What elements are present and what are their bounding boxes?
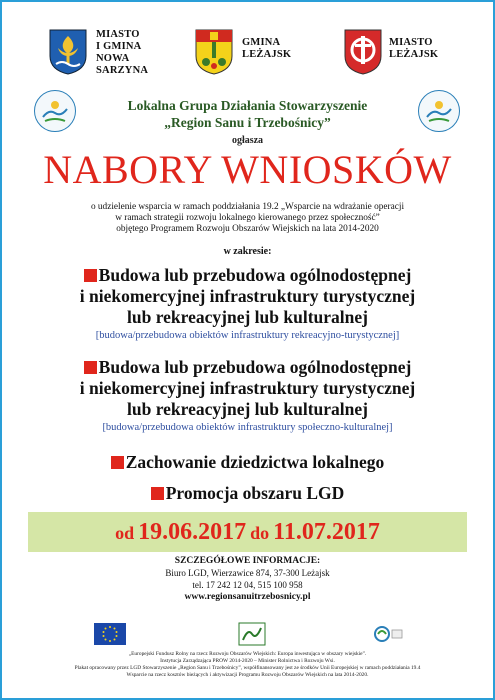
list-item: Zachowanie dziedzictwa lokalnego — [2, 452, 493, 473]
org-name-line1: Lokalna Grupa Działania Stowarzyszenie — [127, 98, 368, 113]
bullet-square-icon — [84, 361, 97, 374]
list-item: Budowa lub przebudowa ogólnodostępnej i niekomercyjnej infrastruktury turystycznej lub rekreacyjnej lub kulturalnej — [79, 357, 416, 419]
gmina-lezajsk-crest-icon — [194, 28, 234, 76]
description: o udzielenie wsparcia w ramach poddziałania 19.2 „Wsparcie na wdrażanie operacji w ramach strategii rozwoju lokalnego kierowanego przez społeczność” objętego Programem Rozwoju Obszarów Wiejskich na lata 2014-2020 — [90, 202, 405, 234]
miasto-lezajsk-crest-icon — [343, 28, 383, 76]
bullet-square-icon — [84, 269, 97, 282]
list-item-subtext: [budowa/przebudowa obiektów infrastruktury rekreacyjno-turystycznej] — [95, 330, 400, 341]
crest-label-gmina-lezajsk: GMINA LEŻAJSK — [242, 37, 292, 60]
address: Biuro LGD, Wierzawice 874, 37-300 Leżajsk — [165, 568, 330, 578]
scope-label: w zakresie: — [223, 246, 272, 257]
list-item: Budowa lub przebudowa ogólnodostępnej i niekomercyjnej infrastruktury turystycznej lub rekreacyjnej lub kulturalnej — [79, 265, 416, 327]
leader-logo-icon — [238, 622, 266, 646]
crest-label-miasto-lezajsk: MIASTO LEŻAJSK — [389, 37, 439, 60]
application-dates: od 19.06.2017 do 11.07.2017 — [115, 519, 380, 545]
list-item: Promocja obszaru LGD — [2, 483, 493, 504]
bullet-square-icon — [111, 456, 124, 469]
announces-label: ogłasza — [231, 135, 264, 146]
website-link[interactable]: www.regionsanuitrzebosnicy.pl — [184, 592, 311, 602]
info-title: SZCZEGÓŁOWE INFORMACJE: — [174, 556, 321, 566]
contact-info — [2, 555, 493, 603]
org-name-line2: „Region Sanu i Trzebośnicy” — [164, 115, 331, 130]
bullet-square-icon — [151, 487, 164, 500]
crest-label-nowa-sarzyna: MIASTO I GMINA NOWA SARZYNA — [96, 29, 149, 76]
list-item-subtext: [budowa/przebudowa obiektów infrastruktury społeczno-kulturalnej] — [102, 422, 393, 433]
eu-flag-icon — [94, 623, 126, 645]
nowa-sarzyna-crest-icon — [48, 28, 88, 76]
footer-fine-print: „Europejski Fundusz Rolny na rzecz Rozwoju Obszarów Wiejskich: Europa inwestująca w obszary wiejskie”. Instytucja Zarządzająca PROW 2014-2020 – Minister Rolnictwa i Rozwoju Wsi. Plakat opracowany przez LGD Stowarzyszenie „Region Sanu i Trzebośnicy”, współfinansowany jest ze środków Unii Europejskiej w ramach poddziałania 19.4 Wsparcie na rzecz kosztów bieżących i aktywizacji Programu Rozwoju Obszarów Wiejskich na lata 2014-2020. — [74, 651, 421, 678]
headline: NABORY WNIOSKÓW — [43, 147, 452, 192]
prow-logo-icon — [372, 622, 404, 646]
phone: tel. 17 242 12 04, 515 100 958 — [192, 580, 303, 590]
